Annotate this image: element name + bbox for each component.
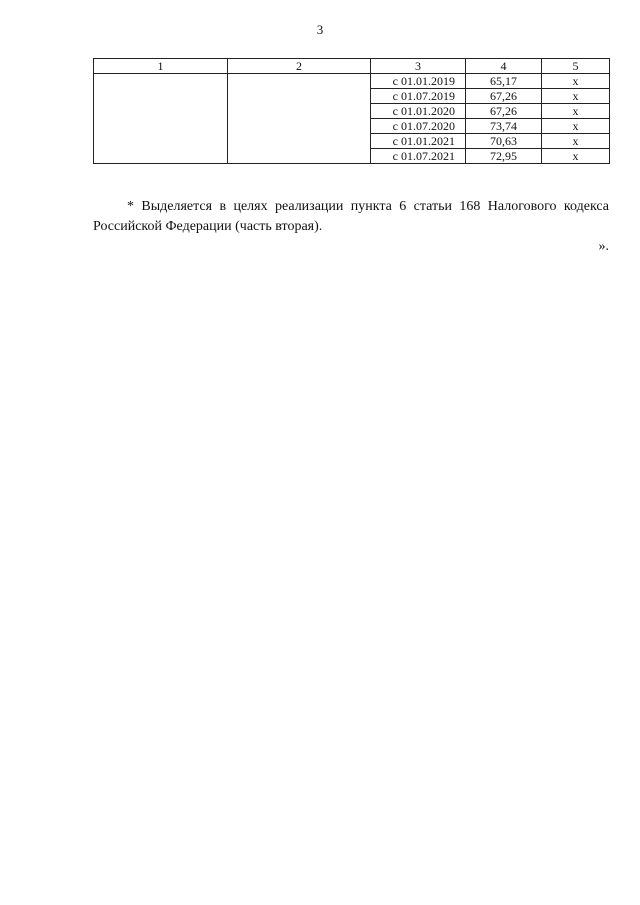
- table-cell-mark: x: [542, 149, 610, 164]
- table-header-cell: 1: [94, 59, 228, 74]
- table-cell-mark: x: [542, 134, 610, 149]
- table-cell-value: 67,26: [466, 89, 542, 104]
- table-cell-value: 67,26: [466, 104, 542, 119]
- table-cell-value: 72,95: [466, 149, 542, 164]
- page-number: 3: [316, 22, 324, 37]
- table-cell-date: с 01.07.2021: [371, 149, 466, 164]
- table-cell-mark: x: [542, 104, 610, 119]
- table-row: [94, 74, 610, 89]
- table-cell-date: с 01.01.2021: [371, 134, 466, 149]
- table-header-cell: 4: [466, 59, 542, 74]
- footnote-text: * Выделяется в целях реализации пункта 6 статьи 168 Налогового кодекса Российской Федерации (часть вторая).: [93, 199, 609, 234]
- table-cell-date: с 01.01.2020: [371, 104, 466, 119]
- table-cell-value: 73,74: [466, 119, 542, 134]
- table-cell-date: с 01.07.2019: [371, 89, 466, 104]
- table-cell-mark: x: [542, 74, 610, 89]
- table-cell-mark: x: [542, 89, 610, 104]
- table-cell-value: 65,17: [466, 74, 542, 89]
- table-cell-col2: [228, 74, 371, 164]
- table-header-row: [94, 59, 610, 74]
- table-cell-mark: x: [542, 119, 610, 134]
- table-cell-value: 70,63: [466, 134, 542, 149]
- table-header-cell: 5: [542, 59, 610, 74]
- table-cell-date: с 01.07.2020: [371, 119, 466, 134]
- table-header-cell: 3: [371, 59, 466, 74]
- closing-quote: ».: [598, 239, 609, 254]
- table-header-cell: 2: [228, 59, 371, 74]
- table-cell-date: с 01.01.2019: [371, 74, 466, 89]
- tariff-table: [93, 58, 610, 164]
- table-cell-col1: [94, 74, 228, 164]
